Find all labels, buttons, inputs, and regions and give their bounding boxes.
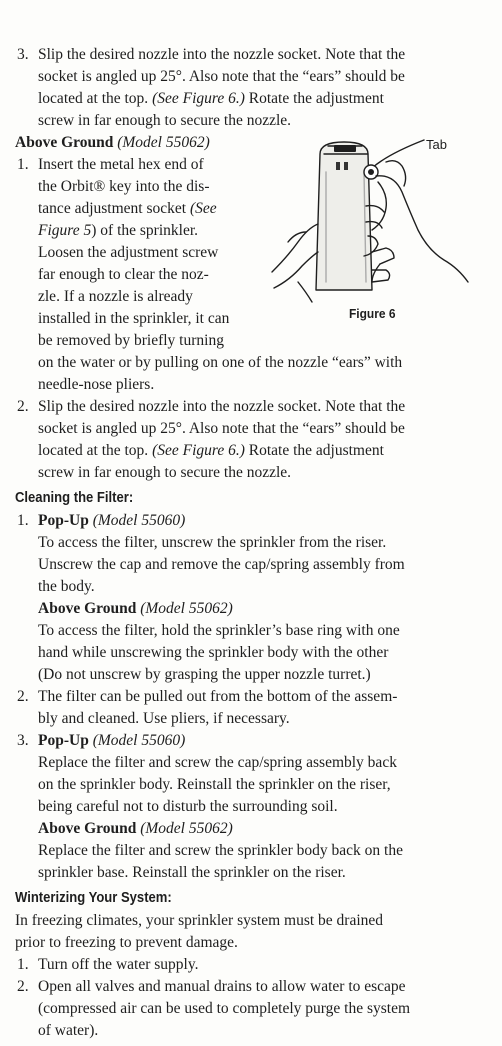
text-line: Open all valves and manual drains to allow water to escape: [38, 978, 406, 995]
section-heading-winterizing: Winterizing Your System:: [15, 890, 172, 906]
text-line: [38, 88, 384, 110]
text-line: be removed by briefly turning: [38, 332, 224, 349]
text-line: Insert the metal hex end of: [38, 156, 204, 173]
text-line: hand while unscrewing the sprinkler body with the other: [38, 644, 389, 661]
text-line: prior to freezing to prevent damage.: [15, 934, 238, 951]
figure-reference: (See Figure 6.): [152, 90, 245, 107]
step-number: 1.: [17, 156, 29, 173]
figure-illustration: [268, 132, 490, 304]
text-line: [38, 220, 198, 242]
text-line: the Orbit® key into the dis-: [38, 178, 210, 195]
section-heading-cleaning: Cleaning the Filter:: [15, 490, 134, 506]
text-line: being careful not to disturb the surrounding soil.: [38, 798, 338, 815]
subheading-label: Above Ground: [38, 600, 137, 617]
model-number: (Model 55062): [140, 600, 233, 617]
text-line: Replace the filter and screw the sprinkler body back on the: [38, 842, 403, 859]
text-line: In freezing climates, your sprinkler system must be drained: [15, 912, 384, 929]
model-number: (Model 55062): [117, 134, 210, 151]
text-span: located at the top.: [38, 90, 153, 107]
text-span: Rotate the adjustment: [244, 90, 384, 107]
subheading-label: Above Ground: [15, 134, 114, 151]
subheading: [15, 132, 210, 154]
text-line: Unscrew the cap and remove the cap/spring assembly from: [38, 556, 405, 573]
figure-caption: Figure 6: [349, 306, 396, 321]
text-line: socket is angled up 25°. Also note that the “ears” should be: [38, 68, 405, 85]
subheading-label: Pop-Up: [38, 732, 89, 749]
model-number: (Model 55060): [92, 512, 186, 529]
text-line: Loosen the adjustment screw: [38, 244, 219, 261]
subheading-label: Above Ground: [38, 820, 137, 837]
text-line: on the water or by pulling on one of the nozzle “ears” with: [38, 354, 403, 371]
subheading-label: Pop-Up: [38, 512, 89, 529]
text-line: The filter can be pulled out from the bottom of the assem-: [38, 688, 398, 705]
text-span: tance adjustment socket: [38, 200, 190, 217]
text-line: To access the filter, hold the sprinkler’s base ring with one: [38, 622, 400, 639]
text-line: Slip the desired nozzle into the nozzle socket. Note that the: [38, 46, 406, 63]
text-span: ) of the sprinkler.: [91, 222, 199, 239]
subheading: [38, 818, 233, 840]
subheading: [38, 510, 185, 532]
step-number: 2.: [17, 688, 29, 705]
step-number: 2.: [17, 398, 29, 415]
step-number: 3.: [17, 46, 29, 63]
text-line: (Do not unscrew by grasping the upper nozzle turret.): [38, 666, 371, 683]
text-line: bly and cleaned. Use pliers, if necessary.: [38, 710, 290, 727]
text-span: located at the top.: [38, 442, 153, 459]
text-line: socket is angled up 25°. Also note that the “ears” should be: [38, 420, 405, 437]
text-line: [38, 198, 217, 220]
text-line: [38, 440, 384, 462]
text-line: screw in far enough to secure the nozzle.: [38, 464, 292, 481]
text-line: needle-nose pliers.: [38, 376, 155, 393]
text-line: screw in far enough to secure the nozzle.: [38, 112, 292, 129]
step-number: 2.: [17, 978, 29, 995]
model-number: (Model 55062): [140, 820, 233, 837]
step-number: 3.: [17, 732, 29, 749]
text-line: of water).: [38, 1022, 99, 1039]
text-line: (compressed air can be used to completely purge the system: [38, 1000, 411, 1017]
step-number: 1.: [17, 512, 29, 529]
figure-reference: Figure 5: [38, 222, 92, 239]
text-line: To access the filter, unscrew the sprinkler from the riser.: [38, 534, 387, 551]
model-number: (Model 55060): [92, 732, 186, 749]
text-span: Rotate the adjustment: [244, 442, 384, 459]
text-line: far enough to clear the noz-: [38, 266, 209, 283]
text-line: sprinkler base. Reinstall the sprinkler on the riser.: [38, 864, 346, 881]
tab-callout-label: Tab: [426, 137, 447, 152]
text-line: zle. If a nozzle is already: [38, 288, 193, 305]
text-line: the body.: [38, 578, 95, 595]
step-number: 1.: [17, 956, 29, 973]
subheading: [38, 730, 185, 752]
text-line: installed in the sprinkler, it can: [38, 310, 230, 327]
subheading: [38, 598, 233, 620]
figure-reference: (See: [189, 200, 217, 217]
text-line: Turn off the water supply.: [38, 956, 199, 973]
text-line: Replace the filter and screw the cap/spring assembly back: [38, 754, 397, 771]
text-line: Slip the desired nozzle into the nozzle socket. Note that the: [38, 398, 406, 415]
figure-reference: (See Figure 6.): [152, 442, 245, 459]
text-line: on the sprinkler body. Reinstall the sprinkler on the riser,: [38, 776, 391, 793]
